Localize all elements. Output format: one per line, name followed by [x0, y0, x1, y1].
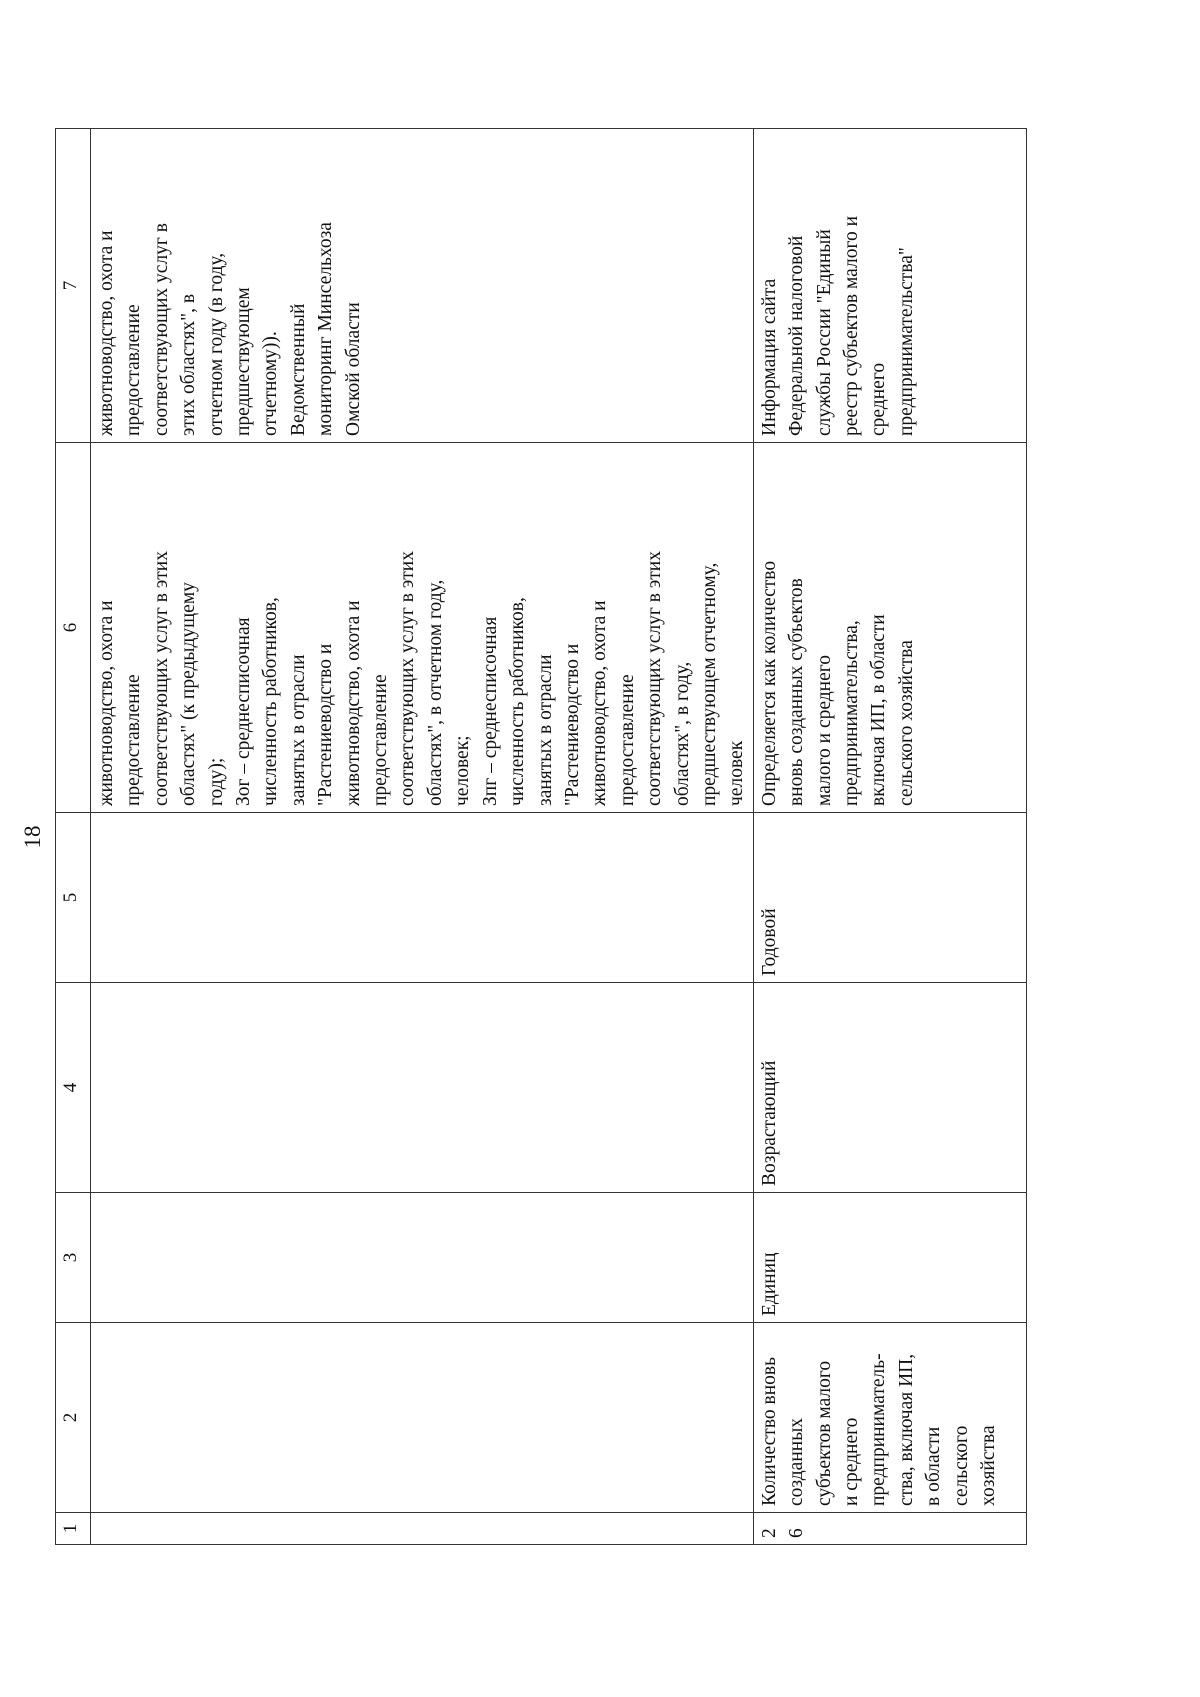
indicator-table — [55, 128, 1027, 1545]
cell-dynamics — [91, 983, 754, 1193]
cell-number — [91, 1513, 754, 1545]
cell-source: животноводство, охота и предоставление соответствующих услуг в этих областях", в отчетном году (в году, предшествующем отчетному)). Ведомственный мониторинг Минсельхоза Омской области — [91, 129, 754, 443]
cell-unit — [91, 1193, 754, 1323]
cell-source: Информация сайта Федеральной налоговой службы России "Единый реестр субъектов малого и среднего предпринимательства" — [753, 129, 1026, 443]
column-number-row — [56, 129, 91, 1545]
cell-indicator-name — [91, 1323, 754, 1513]
rotated-document-page — [11, 127, 999, 1547]
cell-method: животноводство, охота и предоставление соответствующих услуг в этих областях" (к предыдущему году); Зог – среднесписочная численность работников, занятых в отрасли "Растениеводство и животноводство, охота и предоставление соответствующих услуг в этих областях", в отчетном году, человек; Зпг – среднесписочная численность работников, занятых в отрасли "Растениеводство и животноводство, охота и предоставление соответствующих услуг в этих областях", в году, предшествующем отчетному, человек — [91, 443, 754, 813]
column-header: 3 — [56, 1193, 91, 1323]
cell-unit: Единиц — [753, 1193, 1026, 1323]
column-header: 4 — [56, 983, 91, 1193]
cell-periodicity: Годовой — [753, 813, 1026, 983]
cell-periodicity — [91, 813, 754, 983]
column-header: 1 — [56, 1513, 91, 1545]
cell-indicator-name: Количество вновь созданных субъектов малого и среднего предприниматель- ства, включая ИП, в области сельского хозяйства — [753, 1323, 1026, 1513]
column-header: 6 — [56, 443, 91, 813]
column-header: 2 — [56, 1323, 91, 1513]
table-row — [753, 129, 1026, 1545]
cell-dynamics: Возрастающий — [753, 983, 1026, 1193]
table-row — [91, 129, 754, 1545]
page-number: 18 — [20, 825, 45, 849]
column-header: 5 — [56, 813, 91, 983]
cell-method: Определяется как количество вновь созданных субъектов малого и среднего предпринимательства, включая ИП, в области сельского хозяйства — [753, 443, 1026, 813]
cell-number: 26 — [753, 1513, 1026, 1545]
column-header: 7 — [56, 129, 91, 443]
